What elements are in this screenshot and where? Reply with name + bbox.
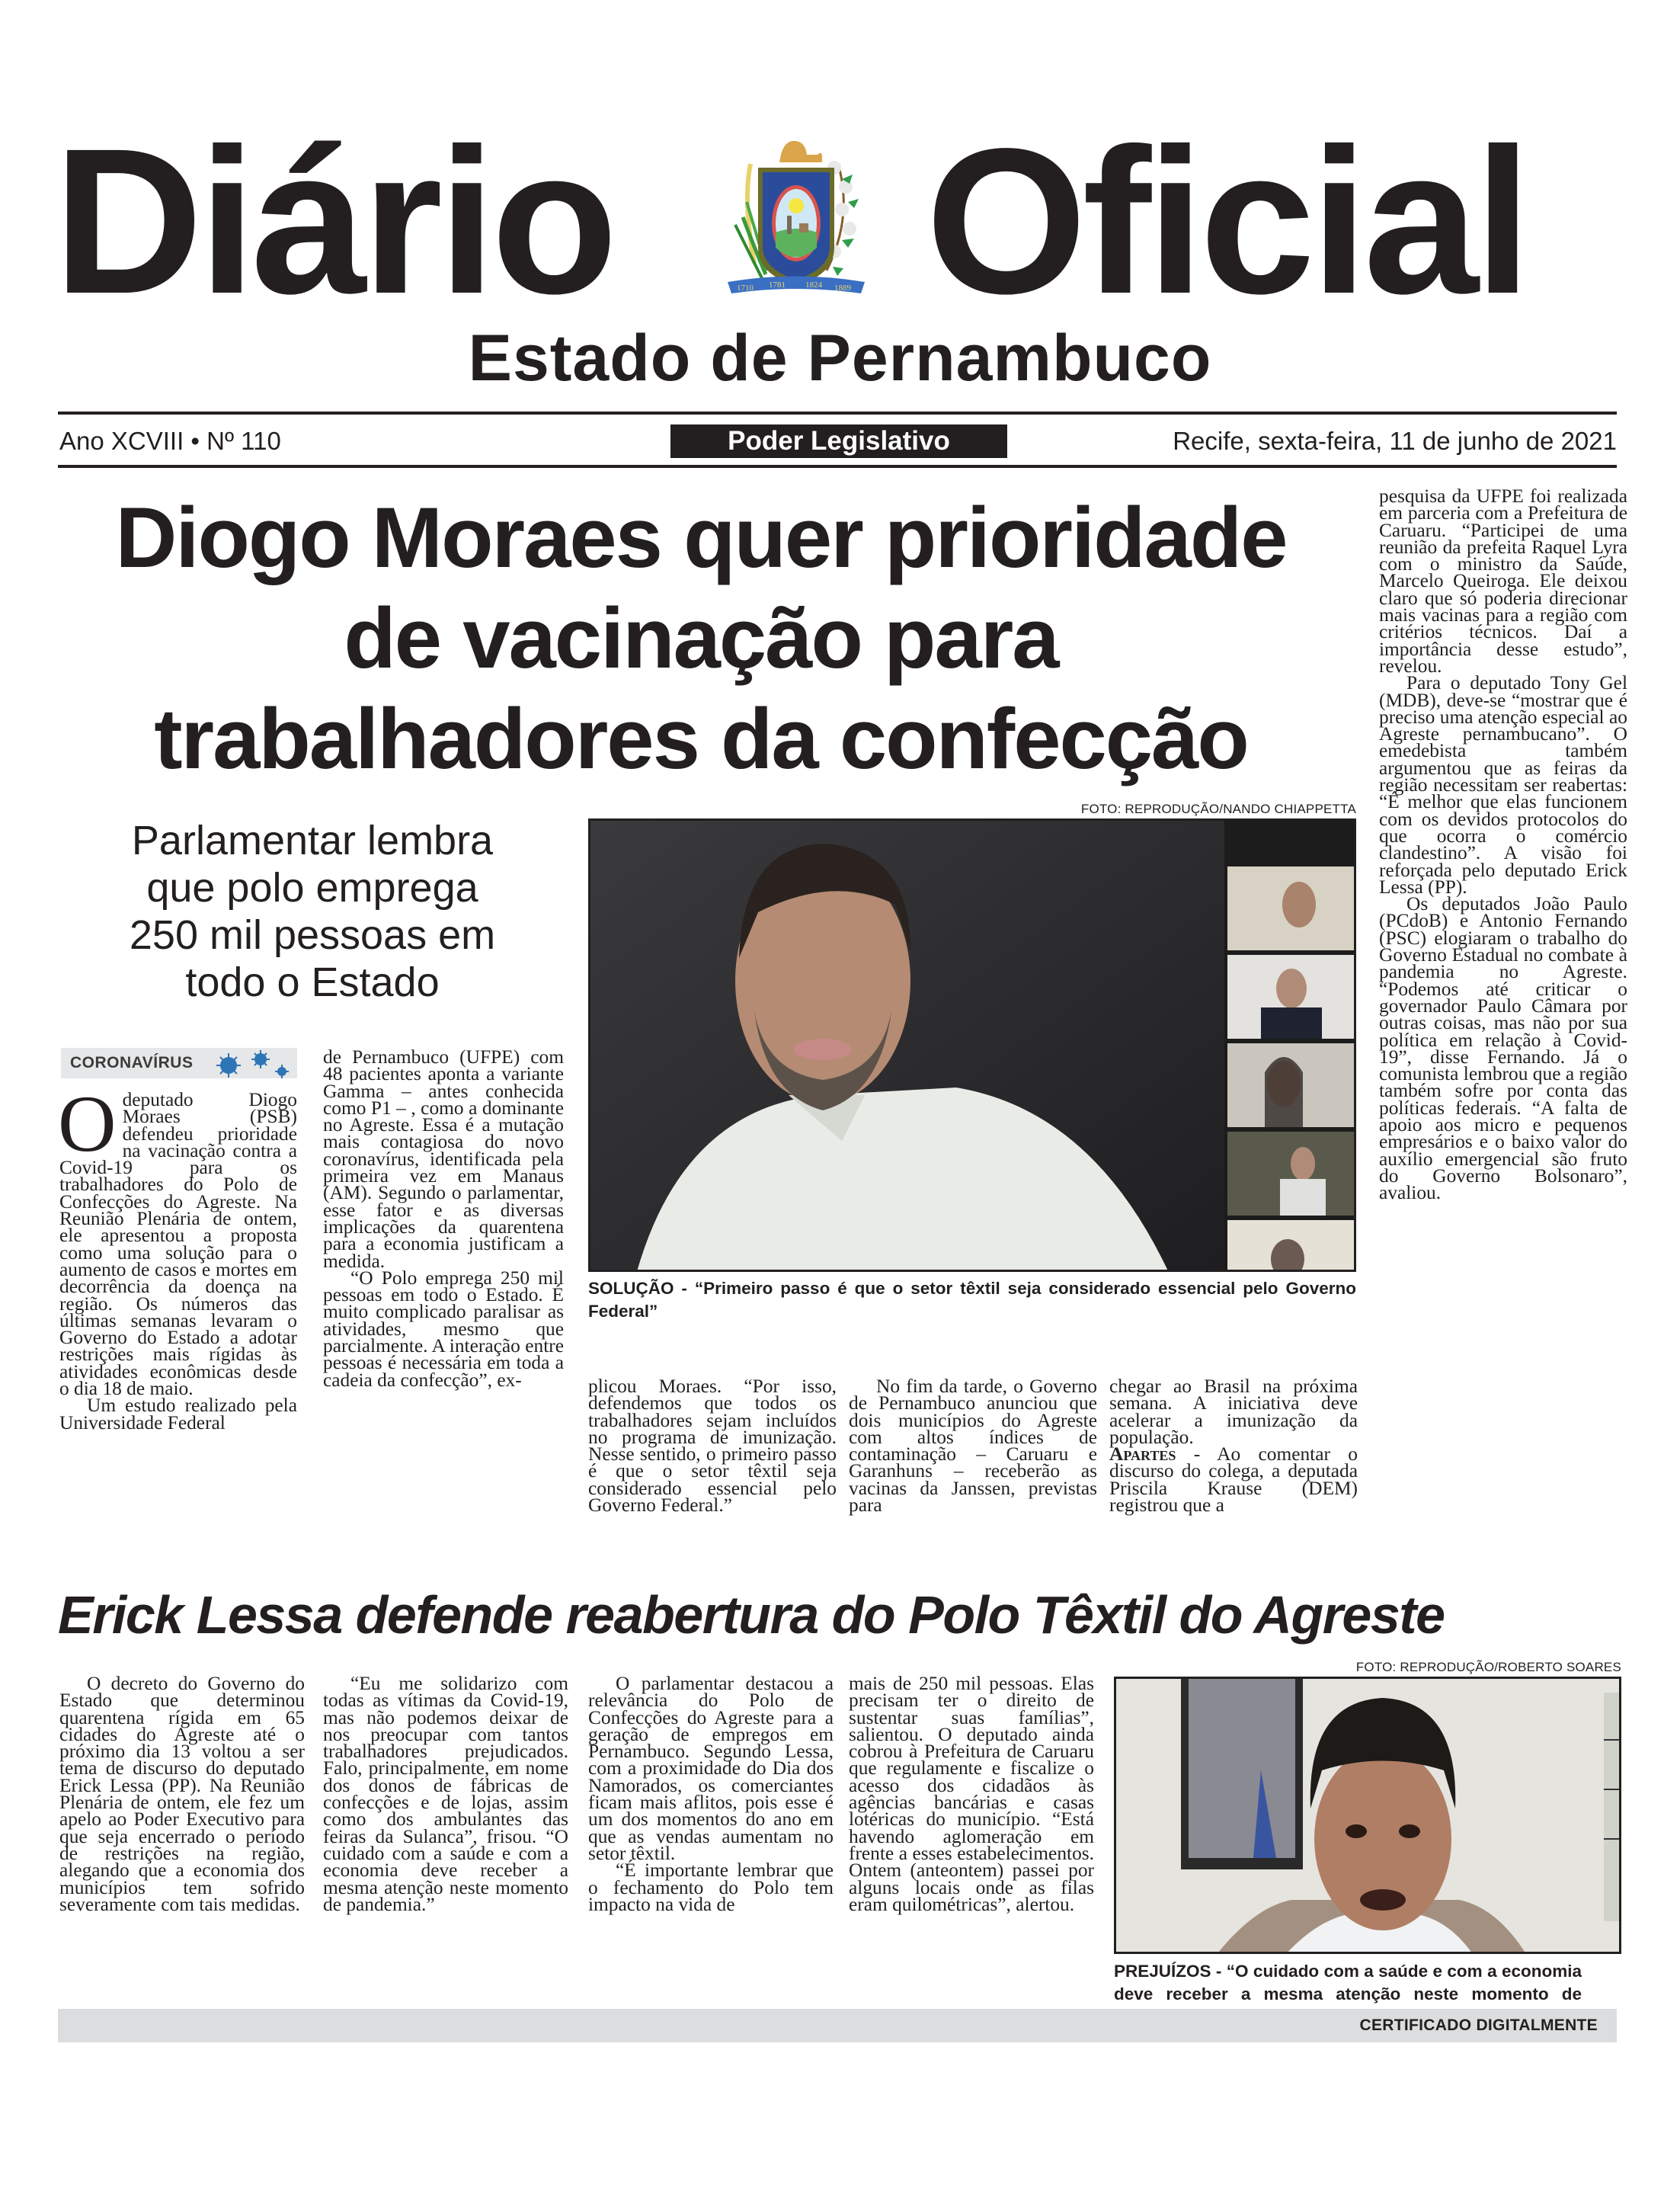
article2-paragraph: O parlamentar destacou a relevância do Polo de Confecções do Agreste para a geração de empregos em Pernambuco. Segundo Lessa, com a proximidade do Dia dos Namorados, os comerciantes ficam mais aflitos, pois esse é um dos momentos do ano em que as vendas aumentam no setor têxtil. [588,1673,834,1864]
article2-paragraph: O decreto do Governo do Estado que determinou quarentena rígida em 65 cidades do Agreste até o próximo dia 13 voltou a ser tema de discurso do deputado Erick Lessa (PP). Na Reunião Plenária de ontem, ele fez um apelo ao Poder Executivo para que seja encerrado o período de restrições na região, alegando que a economia dos municípios tem sofrido severamente com tais medidas. [59,1673,305,1915]
caption-label: SOLUÇÃO [588,1279,674,1298]
article1-paragraph: Um estudo realizado pela Universidade Federal [59,1395,297,1433]
masthead-subtitle: Estado de Pernambuco [468,322,1212,395]
subhead-line: todo o Estado [185,959,440,1005]
article2-column-1 [59,1675,305,1913]
virus-icon [206,1049,297,1079]
article1-paragraph: “O Polo emprega 250 mil pessoas em todo o Estado. É muito complicado paralisar as atividades, mesmo que parcialmente. A interação entre pessoas é necessária em toda a cadeia da confecção”, ex- [323,1267,564,1391]
article1-column-4 [849,1376,1097,1517]
caption-text: - “O cuidado com a saúde e com a economia deve receber a mesma atenção neste momento de [1114,1962,1582,2004]
crest-year: 1710 [737,283,754,293]
paragraph-text: deputado Diogo Moraes (PSB) defendeu prioridade na vacinação contra a Covid-19 para os trabalhadores do Polo de Confecções do Agreste. Na Reunião Plenária de ontem, ele apresentou a proposta como uma solução para o aumento de casos e mortes em decorrência da doença na região. Os números das últimas semanas levaram o Governo do Estado a adotar restrições mais rígidas às atividades econômicas desde o dia 18 de maio. [59,1089,297,1400]
article2-headline: Erick Lessa defende reabertura do Polo Têxtil do Agreste [58,1585,1445,1645]
crest-year: 1781 [769,280,786,290]
headline-line: de vacinação para [344,591,1058,686]
headline-line: trabalhadores da confecção [154,691,1248,786]
drop-cap: O [58,1079,117,1168]
article2-paragraph: “Eu me solidarizo com todas as vítimas da Covid-19, mas não podemos deixar de nos preocupar com tantos trabalhadores prejudicados. Falo, principalmente, em nome dos donos de fábricas de confecções e de lojas, assim como dos ambulantes das feiras da Sulanca”, frisou. “O cuidado com a saúde e com a economia deve receber a mesma atenção neste momento de pandemia.” [323,1673,568,1915]
kicker-label: CORONAVÍRUS [70,1054,194,1071]
photo-credit: FOTO: REPRODUÇÃO/ROBERTO SOARES [1355,1660,1621,1674]
crest-year: 1824 [805,280,822,290]
masthead-rule-bottom [58,465,1617,468]
article1-column-2 [323,1046,564,1391]
article1-paragraph: plicou Moraes. “Por isso, defendemos que todos os trabalhadores sejam incluídos no programa de imunização. Nesse sentido, o primeiro passo é que o setor têxtil seja considerado essencial pelo Governo Federal.” [588,1376,837,1517]
subhead-label: Apartes [1109,1443,1176,1465]
article1-headline [46,488,1356,790]
edition-number: Ano XCVIII • Nº 110 [59,427,281,455]
article1-subhead [91,817,533,1006]
article1-paragraph: chegar ao Brasil na próxima semana. A iniciativa deve acelerar a imunização da população. [1109,1376,1358,1448]
article1-paragraph: pesquisa da UFPE foi realizada em parceria com a Prefeitura de Caruaru. “Participei de uma reunião da prefeita Raquel Lyra com o ministro da Saúde, Marcelo Queiroga. Ele deixou claro que só poderia direcionar mais vacinas para a região com critérios técnicos. Daí a importância desse estudo”, revelou. [1379,485,1627,677]
article1-column-3 [588,1376,837,1517]
masthead-title-right: Oficial [926,105,1528,337]
subhead-line: 250 mil pessoas em [129,912,496,958]
coat-of-arms-icon [720,133,872,301]
photo-credit: FOTO: REPRODUÇÃO/NANDO CHIAPPETTA [1080,802,1356,816]
article1-paragraph [1109,1443,1358,1517]
article2-photo [1114,1677,1621,1954]
article1-paragraph: Os deputados João Paulo (PCdoB) e Antonio Fernando (PSC) elogiaram o trabalho do Governo Estadual no combate à pandemia no Agreste. “Podemos até criticar o governador Paulo Câmara por outras coisas, mas não por sua política em relação à Covid-19”, disse Fernando. Já o comunista lembrou que a região também sofre por conta das políticas federais. “A falta de apoio aos micro e pequenos empresários e o baixo valor do auxílio emergencial são fruto do Governo Bolsonaro”, avaliou. [1379,893,1627,1204]
article1-column-5 [1109,1376,1358,1517]
subhead-line: Parlamentar lembra [131,818,494,863]
caption-text: - “Primeiro passo é que o setor têxtil seja considerado essencial pelo Governo Federal” [588,1279,1356,1321]
article2-column-4 [849,1675,1094,1913]
article1-paragraph: de Pernambuco (UFPE) com 48 pacientes aponta a variante Gamma – antes conhecida como P1 – , como a dominante no Agreste. Essa é a mutação mais contagiosa do novo coronavírus, identificada pela primeira vez em Manaus (AM). Segundo o parlamentar, esse fator e as diversas implicações da quarentena para a economia justificam a medida. [323,1046,564,1272]
section-tag: Poder Legislativo [670,424,1007,458]
dateline: Recife, sexta-feira, 11 de junho de 2021 [1173,427,1617,455]
crest-year: 1889 [834,283,851,293]
article1-paragraph: No fim da tarde, o Governo de Pernambuco anunciou que dois municípios do Agreste com altos índices de contaminação – Caruaru e Garanhuns – receberão as vacinas da Janssen, previstas para [849,1376,1097,1517]
article1-paragraph [58,1079,297,1400]
certification-bar [58,2009,1617,2042]
article1-photo-caption [588,1277,1356,1323]
paragraph-text: - Ao comentar o discurso do colega, a deputada Priscila Krause (DEM) registrou que a [1109,1443,1358,1517]
certification-label: CERTIFICADO DIGITALMENTE [1359,2016,1598,2034]
article1-photo [588,818,1356,1272]
video-call-screenshot [590,821,1356,1272]
article2-paragraph: “É importante lembrar que o fechamento do Polo tem impacto na vida de [588,1859,834,1915]
article1-paragraph: Para o deputado Tony Gel (MDB), deve-se “mostrar que é preciso uma atenção especial ao Agreste pernambucano”. O emedebista também argumentou que as feiras da região necessitam ser reabertas: “É melhor que elas funcionem com os devidos protocolos do que ocorra o comércio clandestino”. A visão foi reforçada pelo deputado Erick Lessa (PP). [1379,672,1627,898]
article1-column-1 [58,1079,297,1433]
caption-label: PREJUÍZOS [1114,1962,1211,1981]
subhead-line: que polo emprega [146,865,478,911]
masthead-title-left: Diário [53,105,613,337]
video-call-screenshot [1116,1679,1621,1954]
masthead-rule-top [58,412,1617,415]
article2-column-3 [588,1675,834,1913]
article2-paragraph: mais de 250 mil pessoas. Elas precisam ter o direito de sustentar suas famílias”, salientou. O deputado ainda cobrou à Prefeitura de Caruaru que regulamente e fiscalize o acesso dos cidadãos às agências bancárias e casas lotéricas do município. “Está havendo aglomeração em frente a esses estabelecimentos. Ontem (anteontem) passei por alguns locais onde as filas eram quilométricas”, alertou. [849,1673,1094,1915]
article2-column-2 [323,1675,568,1913]
article1-column-6 [1379,485,1627,1204]
headline-line: Diogo Moraes quer prioridade [115,490,1287,585]
